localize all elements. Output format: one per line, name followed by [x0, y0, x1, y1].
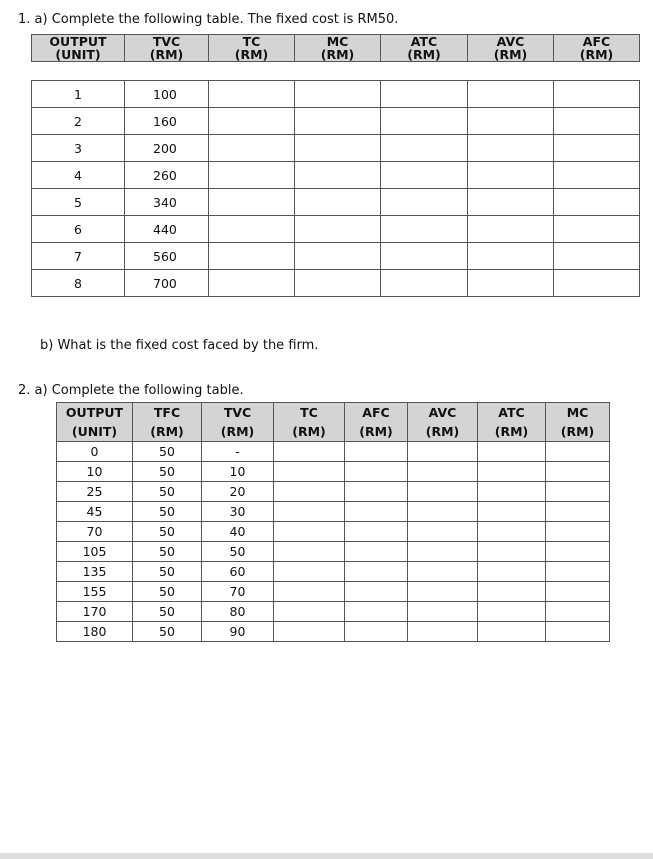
q1-tvc-cell: 560	[125, 243, 209, 270]
q1-answer-cell	[295, 216, 381, 243]
q2-header-unit: (RM)	[408, 422, 478, 442]
q2-answer-cell	[478, 542, 546, 562]
q1-output-cell: 4	[32, 162, 125, 189]
q1-header-label: AFC	[582, 34, 611, 49]
q1-spacer-cell	[468, 62, 554, 81]
q1-answer-cell	[295, 135, 381, 162]
q1-header-label: ATC	[410, 34, 438, 49]
q2-answer-cell	[345, 582, 408, 602]
q2-given-cell: -	[202, 442, 274, 462]
q1-answer-cell	[468, 135, 554, 162]
q1-output-cell: 3	[32, 135, 125, 162]
q2-header-unit: (UNIT)	[57, 422, 133, 442]
q2-answer-cell	[408, 522, 478, 542]
q1-answer-cell	[209, 216, 295, 243]
q2-answer-cell	[274, 462, 345, 482]
q1-tvc-cell: 100	[125, 81, 209, 108]
q2-answer-cell	[274, 542, 345, 562]
q2-answer-cell	[274, 582, 345, 602]
q2-header-unit: (RM)	[478, 422, 546, 442]
q2-header-label: AVC	[408, 403, 478, 423]
q1-answer-cell	[295, 270, 381, 297]
q2-given-cell: 105	[57, 542, 133, 562]
q1-tvc-cell: 700	[125, 270, 209, 297]
q2-given-cell: 20	[202, 482, 274, 502]
q1-answer-cell	[381, 243, 468, 270]
q2-answer-cell	[546, 442, 610, 462]
q1-table-row	[32, 81, 640, 108]
q2-answer-cell	[274, 502, 345, 522]
q2-answer-cell	[274, 482, 345, 502]
q1-spacer-cell	[32, 62, 125, 81]
q1-answer-cell	[295, 243, 381, 270]
q2-given-cell: 50	[133, 522, 202, 542]
q2-answer-cell	[408, 442, 478, 462]
q2-given-cell: 10	[202, 462, 274, 482]
q1-part-b: b) What is the fixed cost faced by the firm.	[40, 338, 319, 353]
q1-answer-cell	[381, 81, 468, 108]
q1-answer-cell	[209, 270, 295, 297]
q2-given-cell: 135	[57, 562, 133, 582]
q1-table	[31, 34, 640, 297]
q2-answer-cell	[274, 602, 345, 622]
q1-header-label: AVC	[496, 34, 525, 49]
q2-given-cell: 50	[133, 502, 202, 522]
q2-header-unit: (RM)	[202, 422, 274, 442]
q1-header-unit: (RM)	[234, 47, 269, 62]
q1-spacer-cell	[125, 62, 209, 81]
q2-answer-cell	[345, 502, 408, 522]
q2-answer-cell	[345, 622, 408, 642]
q2-answer-cell	[546, 562, 610, 582]
q2-header-label: TVC	[202, 403, 274, 423]
q2-given-cell: 40	[202, 522, 274, 542]
q2-answer-cell	[345, 482, 408, 502]
q2-answer-cell	[274, 622, 345, 642]
q1-answer-cell	[209, 108, 295, 135]
q1-header-cell	[32, 35, 125, 62]
q1-header-unit: (UNIT)	[55, 47, 101, 62]
q2-answer-cell	[546, 622, 610, 642]
q1-header-label: OUTPUT	[49, 34, 107, 49]
q1-answer-cell	[209, 243, 295, 270]
q1-output-cell: 5	[32, 189, 125, 216]
q2-given-cell: 50	[133, 542, 202, 562]
q1-answer-cell	[468, 216, 554, 243]
q1-header-spacer	[32, 62, 640, 81]
q1-answer-cell	[209, 135, 295, 162]
q2-answer-cell	[478, 462, 546, 482]
q2-answer-cell	[408, 562, 478, 582]
q1-answer-cell	[209, 162, 295, 189]
q2-given-cell: 45	[57, 502, 133, 522]
q1-output-cell: 8	[32, 270, 125, 297]
q2-answer-cell	[408, 462, 478, 482]
q2-answer-cell	[546, 522, 610, 542]
q1-tvc-cell: 260	[125, 162, 209, 189]
q1-tvc-cell: 200	[125, 135, 209, 162]
q2-answer-cell	[478, 482, 546, 502]
q2-given-cell: 90	[202, 622, 274, 642]
q1-answer-cell	[468, 243, 554, 270]
q1-answer-cell	[554, 216, 640, 243]
q1-answer-cell	[381, 270, 468, 297]
q1-header-cell	[381, 35, 468, 62]
q1-answer-cell	[554, 135, 640, 162]
q1-header-label: TC	[242, 34, 261, 49]
q2-table-row	[57, 602, 610, 622]
q2-answer-cell	[408, 622, 478, 642]
q1-table-row	[32, 108, 640, 135]
q1-answer-cell	[554, 162, 640, 189]
q2-answer-cell	[478, 622, 546, 642]
q2-table-row	[57, 502, 610, 522]
q2-answer-cell	[546, 502, 610, 522]
q2-heading: 2. a) Complete the following table.	[18, 383, 244, 398]
q2-header-label: TFC	[133, 403, 202, 423]
q2-table-row	[57, 462, 610, 482]
q1-header-cell	[125, 35, 209, 62]
q1-answer-cell	[554, 108, 640, 135]
q1-header-cell	[468, 35, 554, 62]
q2-given-cell: 155	[57, 582, 133, 602]
q1-tvc-cell: 340	[125, 189, 209, 216]
q1-header-unit: (RM)	[493, 47, 528, 62]
q2-header-unit: (RM)	[546, 422, 610, 442]
q2-given-cell: 0	[57, 442, 133, 462]
q1-table-row	[32, 270, 640, 297]
q2-answer-cell	[345, 562, 408, 582]
q2-header-label: ATC	[478, 403, 546, 423]
q2-table-row	[57, 622, 610, 642]
q2-answer-cell	[478, 602, 546, 622]
q2-given-cell: 180	[57, 622, 133, 642]
q2-given-cell: 70	[57, 522, 133, 542]
q1-answer-cell	[468, 270, 554, 297]
q2-header-unit: (RM)	[274, 422, 345, 442]
q2-answer-cell	[274, 562, 345, 582]
q1-heading: 1. a) Complete the following table. The fixed cost is RM50.	[18, 12, 399, 27]
q2-given-cell: 50	[133, 442, 202, 462]
q2-header-label: TC	[274, 403, 345, 423]
q2-answer-cell	[345, 602, 408, 622]
q1-header-cell	[554, 35, 640, 62]
q2-given-cell: 80	[202, 602, 274, 622]
q1-header-unit: (RM)	[320, 47, 355, 62]
q1-header-label: TVC	[152, 34, 181, 49]
q1-answer-cell	[554, 243, 640, 270]
q1-output-cell: 1	[32, 81, 125, 108]
q2-header-unit: (RM)	[133, 422, 202, 442]
q2-given-cell: 50	[133, 602, 202, 622]
q2-table	[56, 402, 610, 642]
q2-answer-cell	[478, 502, 546, 522]
q1-answer-cell	[468, 81, 554, 108]
q1-answer-cell	[554, 270, 640, 297]
q2-answer-cell	[274, 442, 345, 462]
q1-answer-cell	[381, 108, 468, 135]
q1-header-unit: (RM)	[407, 47, 441, 62]
q2-answer-cell	[408, 482, 478, 502]
q1-table-row	[32, 243, 640, 270]
q2-answer-cell	[546, 482, 610, 502]
q1-answer-cell	[554, 189, 640, 216]
q2-answer-cell	[345, 522, 408, 542]
q2-answer-cell	[345, 462, 408, 482]
q2-answer-cell	[408, 542, 478, 562]
q2-answer-cell	[408, 582, 478, 602]
q1-answer-cell	[209, 189, 295, 216]
q2-answer-cell	[345, 542, 408, 562]
q2-answer-cell	[478, 582, 546, 602]
q1-spacer-cell	[554, 62, 640, 81]
q1-header-cell	[295, 35, 381, 62]
q2-given-cell: 50	[133, 562, 202, 582]
q2-answer-cell	[546, 542, 610, 562]
q1-answer-cell	[381, 216, 468, 243]
q2-given-cell: 25	[57, 482, 133, 502]
q1-output-cell: 2	[32, 108, 125, 135]
q1-spacer-cell	[381, 62, 468, 81]
q1-answer-cell	[381, 162, 468, 189]
q2-header-label: AFC	[345, 403, 408, 423]
q2-given-cell: 50	[133, 622, 202, 642]
q2-table-row	[57, 442, 610, 462]
q2-given-cell: 70	[202, 582, 274, 602]
q1-spacer-cell	[295, 62, 381, 81]
q2-given-cell: 50	[133, 482, 202, 502]
q1-table-row	[32, 216, 640, 243]
q2-given-cell: 50	[202, 542, 274, 562]
q1-answer-cell	[295, 162, 381, 189]
q2-answer-cell	[345, 442, 408, 462]
q2-answer-cell	[478, 442, 546, 462]
q1-answer-cell	[209, 81, 295, 108]
q2-answer-cell	[546, 602, 610, 622]
q2-answer-cell	[408, 502, 478, 522]
q1-header-unit: (RM)	[149, 47, 184, 62]
q2-given-cell: 10	[57, 462, 133, 482]
q1-table-row	[32, 189, 640, 216]
q2-answer-cell	[546, 462, 610, 482]
q2-table-row	[57, 482, 610, 502]
q1-header-label: MC	[326, 34, 349, 49]
q2-answer-cell	[274, 522, 345, 542]
q2-table-row	[57, 582, 610, 602]
q2-answer-cell	[478, 522, 546, 542]
q1-output-cell: 6	[32, 216, 125, 243]
page-bottom-bar	[0, 853, 653, 859]
q2-table-row	[57, 562, 610, 582]
q2-answer-cell	[478, 562, 546, 582]
q1-tvc-cell: 440	[125, 216, 209, 243]
q1-answer-cell	[554, 81, 640, 108]
q1-answer-cell	[295, 108, 381, 135]
q2-table-row	[57, 522, 610, 542]
q2-given-cell: 170	[57, 602, 133, 622]
q2-answer-cell	[546, 582, 610, 602]
q1-answer-cell	[295, 81, 381, 108]
q2-header-label: OUTPUT	[57, 403, 133, 423]
q1-table-row	[32, 162, 640, 189]
q2-given-cell: 60	[202, 562, 274, 582]
q1-answer-cell	[295, 189, 381, 216]
q2-table-row	[57, 542, 610, 562]
q1-header-unit: (RM)	[579, 47, 614, 62]
q1-answer-cell	[381, 135, 468, 162]
q1-header-cell	[209, 35, 295, 62]
q1-answer-cell	[381, 189, 468, 216]
q2-header-label: MC	[546, 403, 610, 423]
q1-output-cell: 7	[32, 243, 125, 270]
q2-given-cell: 50	[133, 462, 202, 482]
q2-header-unit: (RM)	[345, 422, 408, 442]
q1-answer-cell	[468, 189, 554, 216]
q1-table-row	[32, 135, 640, 162]
q2-answer-cell	[408, 602, 478, 622]
q1-tvc-cell: 160	[125, 108, 209, 135]
q1-answer-cell	[468, 108, 554, 135]
q1-spacer-cell	[209, 62, 295, 81]
q1-answer-cell	[468, 162, 554, 189]
q2-given-cell: 50	[133, 582, 202, 602]
q2-given-cell: 30	[202, 502, 274, 522]
